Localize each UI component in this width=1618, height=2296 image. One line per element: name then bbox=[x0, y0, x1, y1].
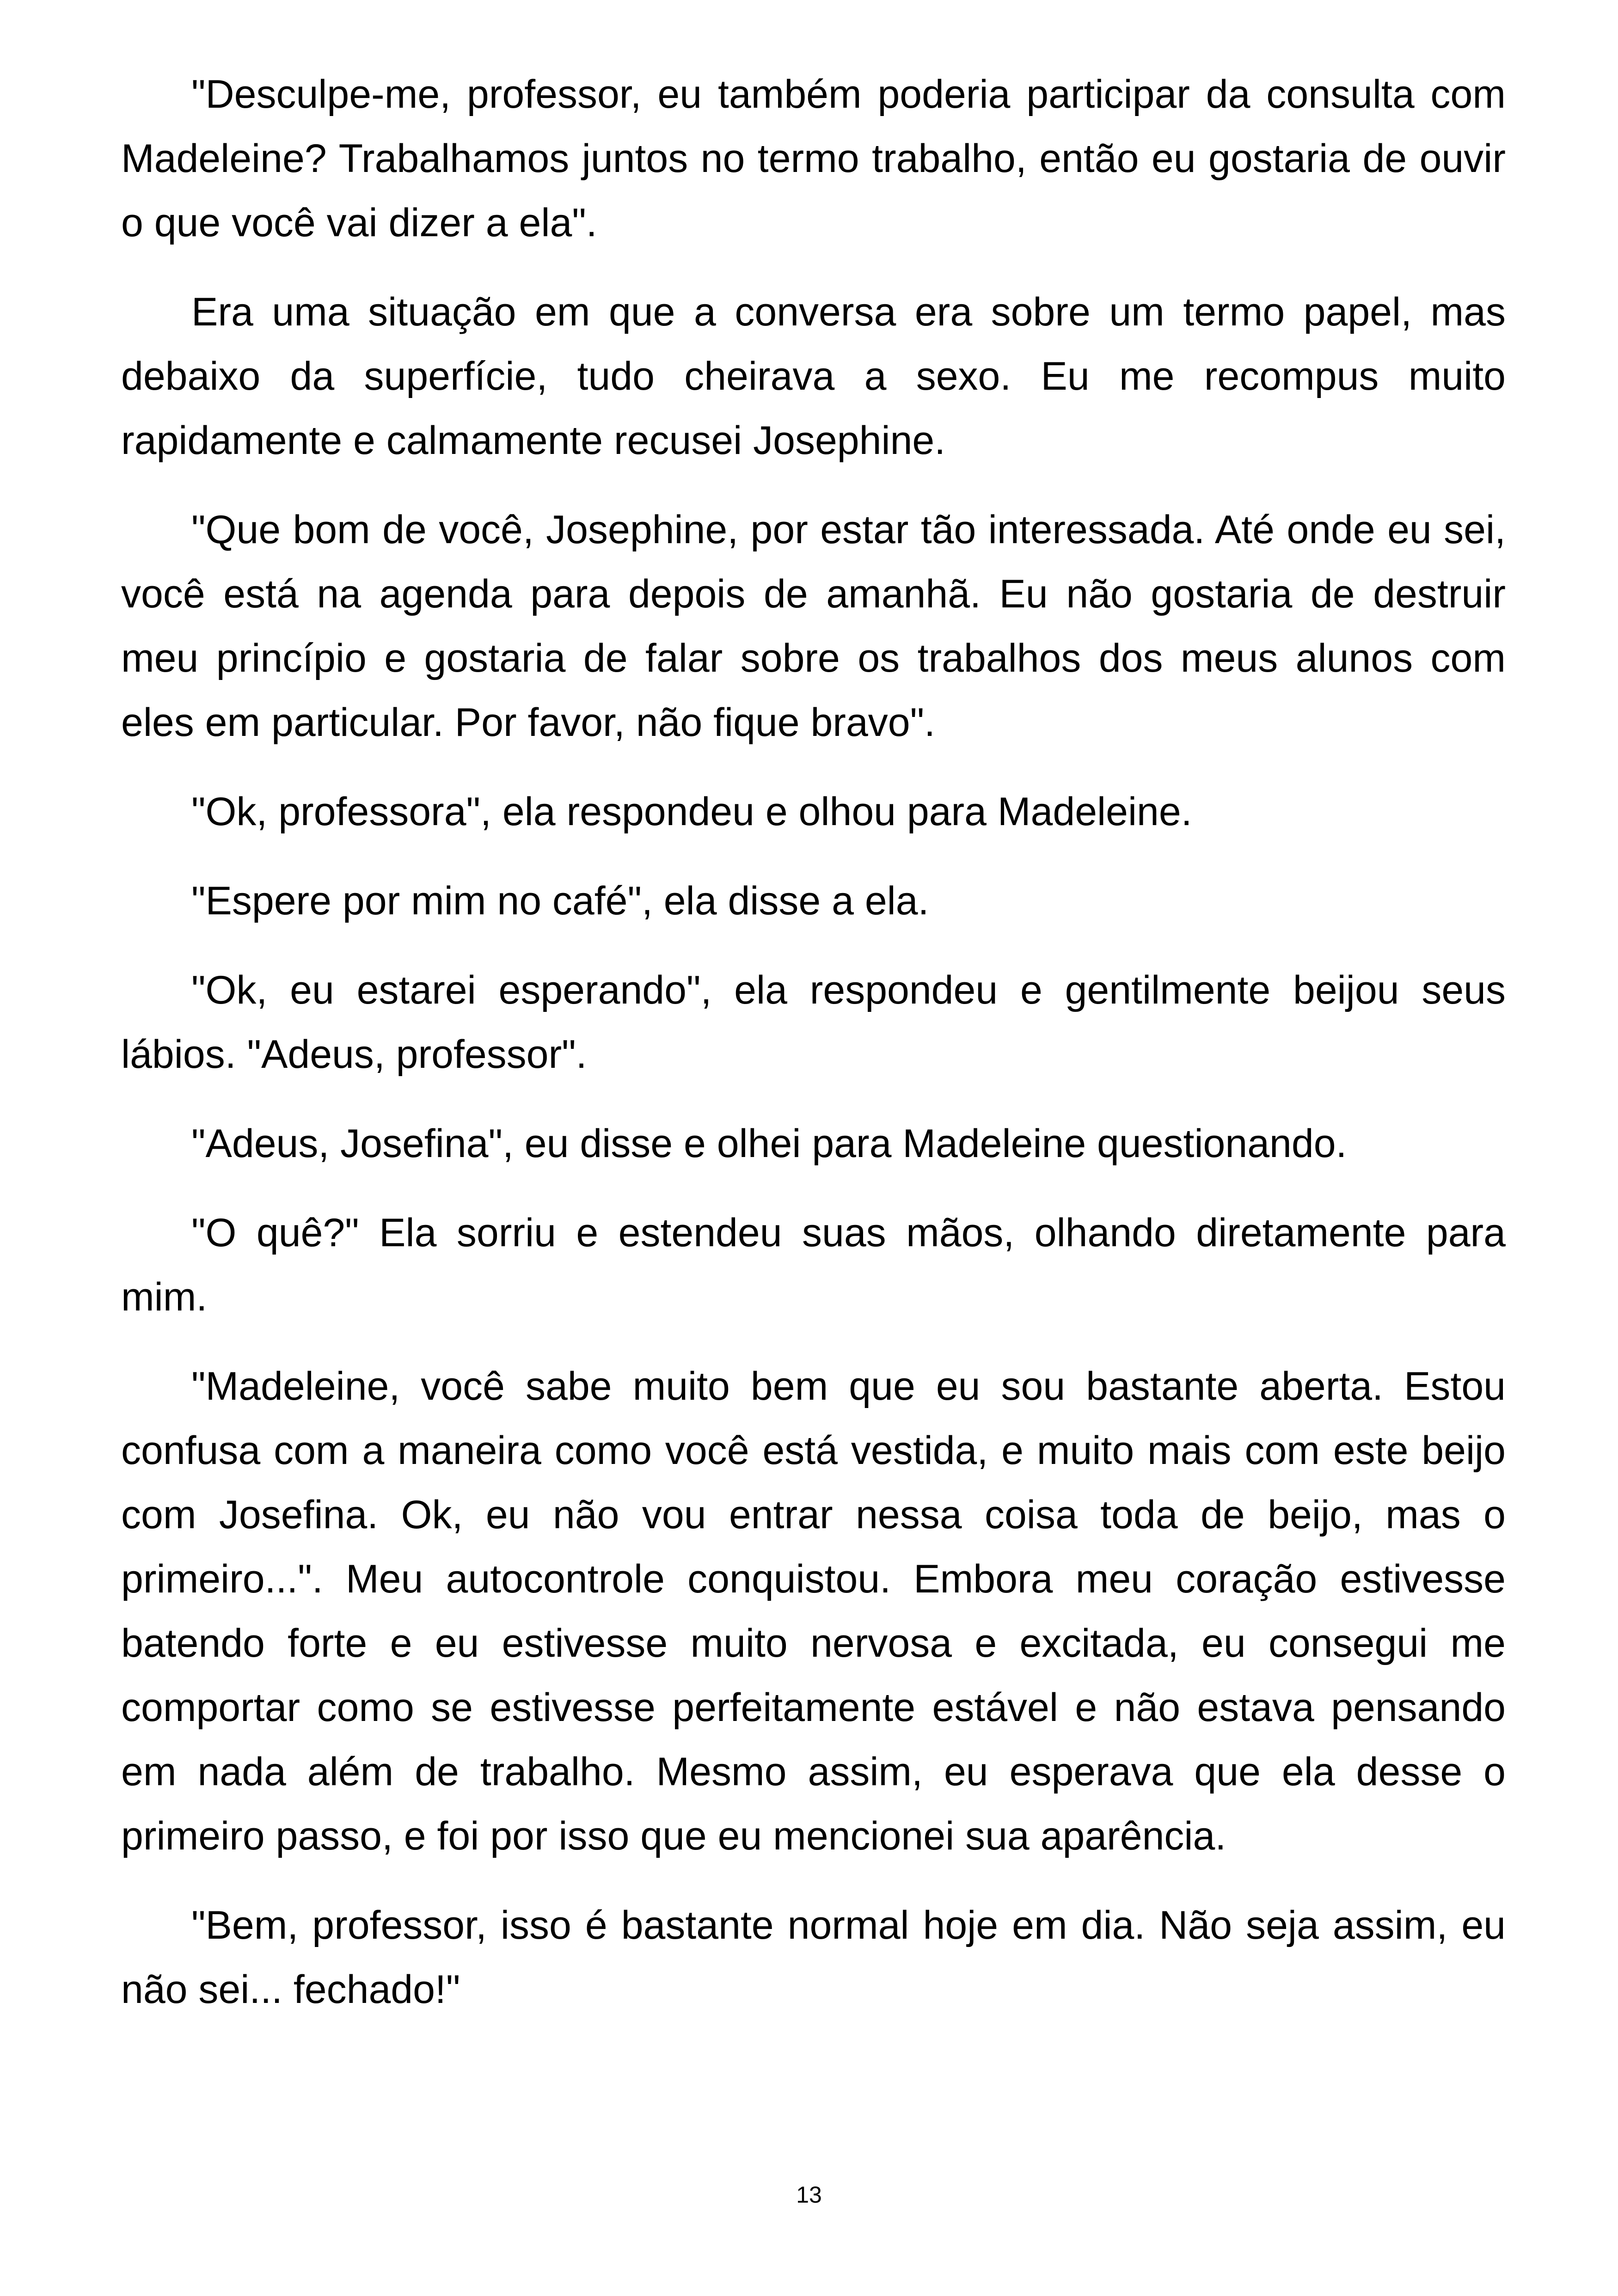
paragraph-10: "Bem, professor, isso é bastante normal hoje em dia. Não seja assim, eu não sei... fechado!" bbox=[121, 1903, 1506, 2012]
paragraph-7: "Adeus, Josefina", eu disse e olhei para Madeleine questionando. bbox=[191, 1121, 1347, 1166]
paragraph-5: "Espere por mim no café", ela disse a ela. bbox=[191, 879, 929, 923]
paragraph-9: "Madeleine, você sabe muito bem que eu sou bastante aberta. Estou confusa com a maneira como você está vestida, e muito mais com este beijo com Josefina. Ok, eu não vou entrar nessa coisa toda de beijo, mas o primeiro...". Meu autocontrole conquistou. Embora meu coração estivesse batendo forte e eu estivesse muito nervosa e excitada, eu consegui me comportar como se estivesse perfeitamente estável e não estava pensando em nada além de trabalho. Mesmo assim, eu esperava que ela desse o primeiro passo, e foi por isso que eu mencionei sua aparência. bbox=[121, 1364, 1506, 1858]
paragraph-2: Era uma situação em que a conversa era sobre um termo papel, mas debaixo da superfície, tudo cheirava a sexo. Eu me recompus muito rapidamente e calmamente recusei Josephine. bbox=[121, 290, 1506, 463]
paragraph-3: "Que bom de você, Josephine, por estar tão interessada. Até onde eu sei, você está na agenda para depois de amanhã. Eu não gostaria de destruir meu princípio e gostaria de falar sobre os trabalhos dos meus alunos com eles em particular. Por favor, não fique bravo". bbox=[121, 508, 1506, 745]
body-text bbox=[121, 62, 1506, 2047]
paragraph-6: "Ok, eu estarei esperando", ela respondeu e gentilmente beijou seus lábios. "Adeus, professor". bbox=[121, 968, 1506, 1077]
paragraph-1: "Desculpe-me, professor, eu também poderia participar da consulta com Madeleine? Trabalhamos juntos no termo trabalho, então eu gostaria de ouvir o que você vai dizer a ela". bbox=[121, 72, 1506, 245]
page-number: 13 bbox=[796, 2182, 822, 2208]
paragraph-8: "O quê?" Ela sorriu e estendeu suas mãos, olhando diretamente para mim. bbox=[121, 1211, 1506, 1319]
paragraph-4: "Ok, professora", ela respondeu e olhou para Madeleine. bbox=[191, 790, 1192, 834]
